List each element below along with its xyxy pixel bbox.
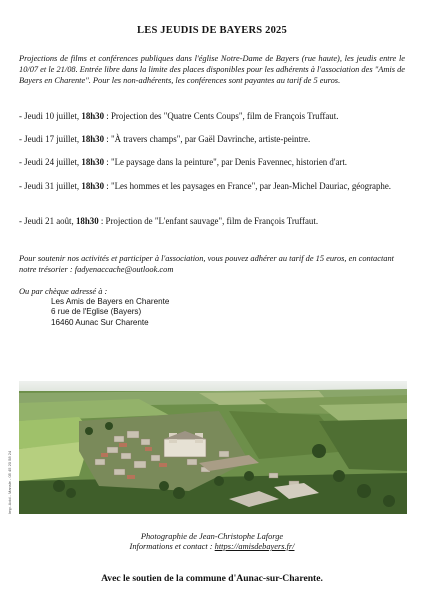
intro-paragraph: Projections de films et conférences publiques dans l'église Notre-Dame de Bayers (rue haute), les jeudis entre le 10/07 et le 21/08. Entrée libre dans la limite des places disponibles pour les adhérents à l'association des "Amis de Bayers en Charente". Pour les non-adhérents, les conférences sont payantes au tarif de 5 euros. [19,54,405,85]
event-description: : Projection des "Quatre Cents Coups", film de François Truffaut. [104,111,339,121]
event-description: : "Le paysage dans la peinture", par Denis Favennec, historien d'art. [104,157,348,167]
event-time: 18h30 [81,157,105,167]
printer-imprint: Imp. Acid - Mansle - 05 45 20 58 24 [7,450,12,514]
cheque-intro: Ou par chèque adressé à : [19,287,108,296]
address-line: Les Amis de Bayers en Charente [51,297,170,306]
event-time: 18h30 [75,216,99,226]
address-line: 6 rue de l'Eglise (Bayers) [51,307,142,317]
event-item [19,134,407,146]
page-title: LES JEUDIS DE BAYERS 2025 [137,25,287,36]
contact-label: Informations et contact : [129,542,215,551]
event-description: : Projection de "L'enfant sauvage", film de François Truffaut. [98,216,319,226]
postal-address [51,297,169,328]
event-description: : "À travers champs", par Gaël Davrinche, artiste-peintre. [104,134,311,144]
event-item [19,111,407,123]
event-date: - Jeudi 21 août, [19,216,76,226]
event-item [19,216,407,228]
event-item [19,157,407,169]
event-time: 18h30 [81,181,105,191]
sponsor-footer: Avec le soutien de la commune d'Aunac-sur-Charente. [101,573,323,584]
website-link[interactable]: https://amisdebayers.fr/ [214,542,295,551]
event-description: : "Les hommes et les paysages en France", par Jean-Michel Dauriac, géographe. [104,181,392,191]
event-date: - Jeudi 10 juillet, [19,111,82,121]
membership-note: Pour soutenir nos activités et participer à l'association, vous pouvez adhérer au tarif de 15 euros, en contactant notre trésorier : fadyenaccache@outlook.com [19,254,394,274]
event-time: 18h30 [81,134,105,144]
address-line: 16460 Aunac Sur Charente [51,317,149,327]
event-time: 18h30 [81,111,105,121]
aerial-village-photo [19,381,407,514]
contact-info [0,542,424,551]
event-date: - Jeudi 24 juillet, [19,157,82,167]
photo-credit: Photographie de Jean-Christophe Laforge [140,532,284,541]
event-date: - Jeudi 31 juillet, [19,181,82,191]
event-item [19,181,407,193]
event-date: - Jeudi 17 juillet, [19,134,82,144]
